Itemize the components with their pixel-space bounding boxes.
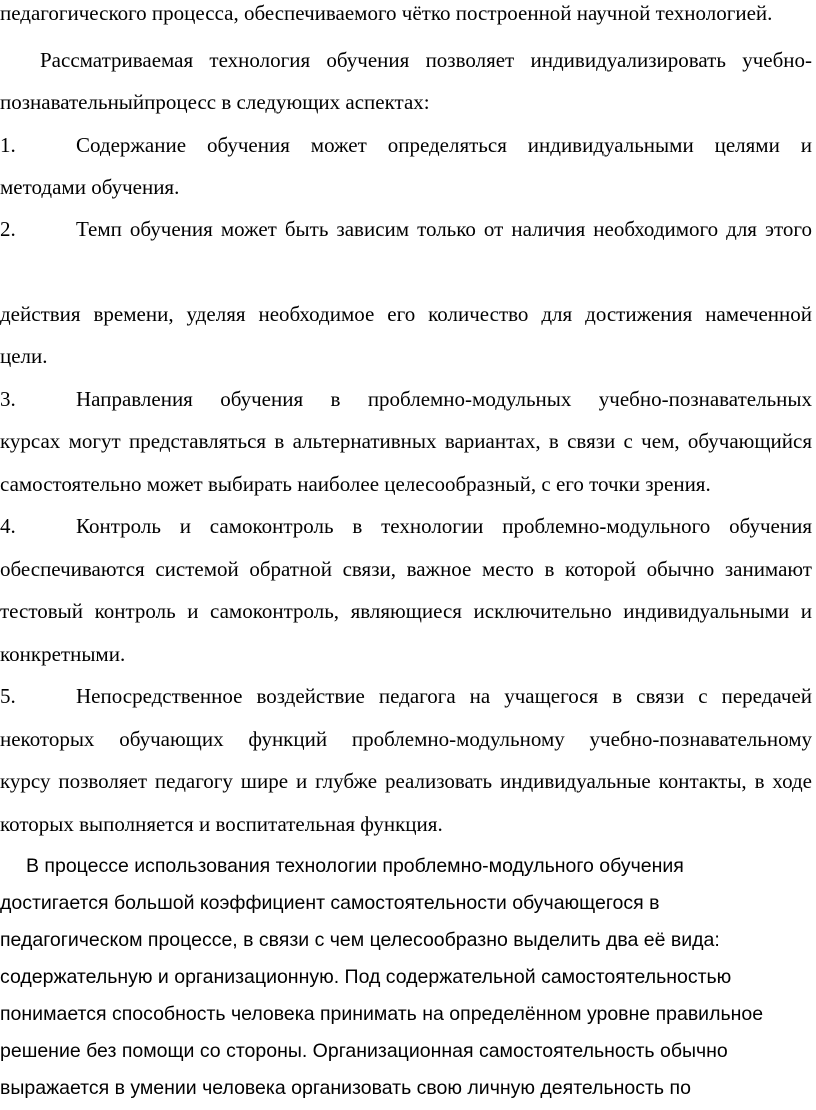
list-item-line: Контроль и самоконтроль в технологии проблемно-модульного обучения xyxy=(76,514,812,538)
paragraph-line: педагогического процесса, обеспечиваемого чётко построенной научной технологией. xyxy=(0,1,773,25)
paragraph-line: познавательныйпроцесс в следующих аспектах: xyxy=(0,90,430,114)
list-number: 5. xyxy=(0,684,16,708)
list-item-line: Направления обучения в проблемно-модульных учебно-познавательных xyxy=(76,387,812,411)
list-number: 2. xyxy=(0,217,16,241)
list-item-line: курсах могут представляться в альтернативных вариантах, в связи с чем, обучающийся xyxy=(0,429,812,453)
paragraph-line: В процессе использования технологии проблемно-модульного обучения xyxy=(26,855,684,877)
list-number: 1. xyxy=(0,133,16,157)
list-item-line: конкретными. xyxy=(0,642,126,666)
list-item-line: методами обучения. xyxy=(0,175,180,199)
paragraph-line: понимается способность человека принимать на определённом уровне правильное xyxy=(0,1003,764,1025)
list-item-line: тестовый контроль и самоконтроль, являющиеся исключительно индивидуальными и xyxy=(0,599,812,623)
paragraph-line: педагогическом процессе, в связи с чем целесообразно выделить два её вида: xyxy=(0,929,720,951)
list-number: 3. xyxy=(0,387,16,411)
list-item-line: которых выполняется и воспитательная функция. xyxy=(0,812,443,836)
list-item-line: некоторых обучающих функций проблемно-модульному учебно-познавательному xyxy=(0,727,812,751)
list-item-line: Непосредственное воздействие педагога на учащегося в связи с передачей xyxy=(76,684,812,708)
list-item-line: самостоятельно может выбирать наиболее целесообразный, с его точки зрения. xyxy=(0,472,711,496)
paragraph-line: содержательную и организационную. Под содержательной самостоятельностью xyxy=(0,966,732,988)
list-item-line: курсу позволяет педагогу шире и глубже реализовать индивидуальные контакты, в ходе xyxy=(0,769,812,793)
list-item-line: Темп обучения может быть зависим только от наличия необходимого для этого xyxy=(76,217,812,241)
paragraph-line: достигается большой коэффициент самостоятельности обучающегося в xyxy=(0,892,660,914)
list-item-line: Содержание обучения может определяться индивидуальными целями и xyxy=(76,133,812,157)
paragraph-line: Рассматриваемая технология обучения позволяет индивидуализировать учебно- xyxy=(40,48,812,72)
list-number: 4. xyxy=(0,514,16,538)
list-item-line: обеспечиваются системой обратной связи, важное место в которой обычно занимают xyxy=(0,557,812,581)
paragraph-line: выражается в умении человека организовать свою личную деятельность по xyxy=(0,1077,691,1099)
list-item-line: цели. xyxy=(0,344,48,368)
paragraph-line: решение без помощи со стороны. Организационная самостоятельность обычно xyxy=(0,1040,728,1062)
list-item-line: действия времени, уделяя необходимое его количество для достижения намеченной xyxy=(0,302,812,326)
